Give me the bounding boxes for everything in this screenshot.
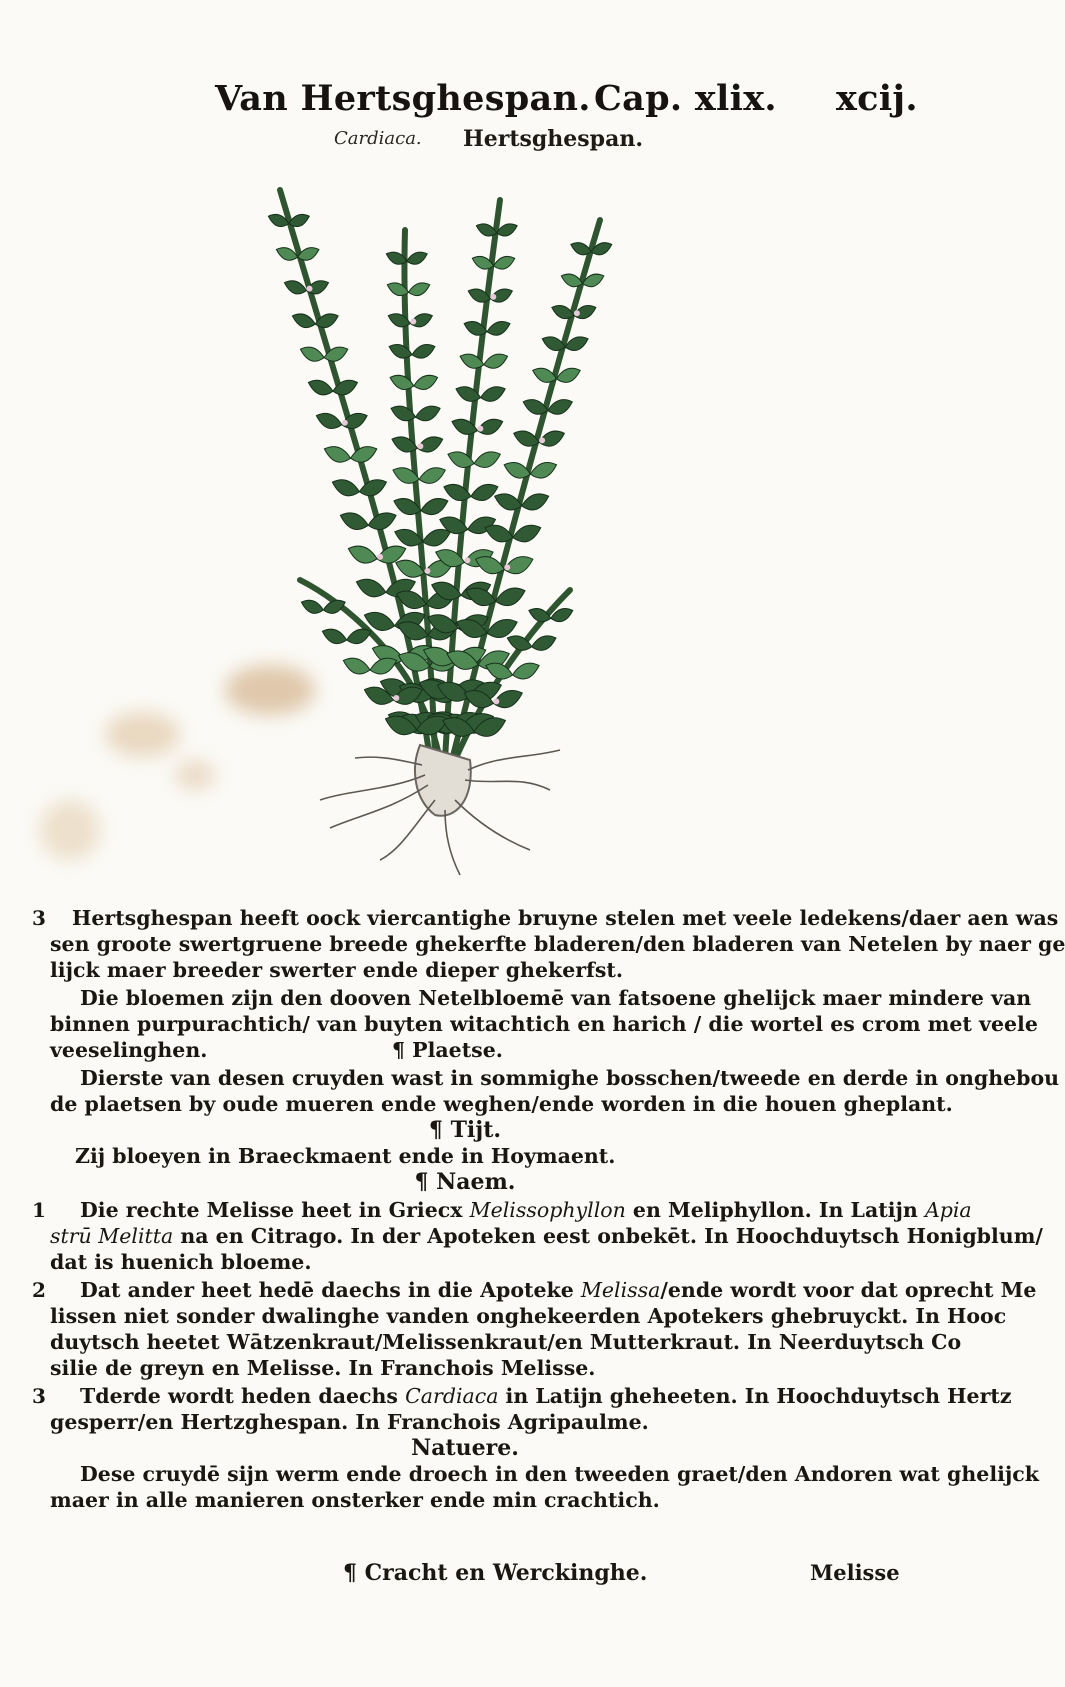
flower-icon [306, 286, 312, 292]
flower-icon [477, 426, 483, 432]
text-span: na en Citrago. In der Apoteken eest onbekēt. In Hoochduytsch Honigblum/ [173, 1224, 1043, 1248]
leaf-icon [412, 345, 435, 359]
text-span: lijck maer breeder swerter ende dieper ghekerfst. [50, 958, 624, 982]
leaf-icon [322, 629, 346, 643]
leaf-icon [496, 588, 525, 606]
leaf-icon [513, 663, 540, 679]
leaf-icon [398, 622, 428, 640]
leaf-icon [485, 525, 513, 542]
flower-icon [424, 568, 430, 574]
leaf-icon [532, 636, 556, 650]
leaf-icon [343, 658, 370, 674]
leaf-icon [484, 354, 508, 368]
text-span: silie de greyn en Melisse. In Franchois Melisse. [50, 1356, 596, 1380]
flower-icon [490, 294, 496, 300]
caption-latin-name: Cardiaca. [334, 128, 422, 149]
catchword: Melisse [810, 1560, 900, 1585]
leaf-icon [561, 274, 582, 287]
text-span: duytsch heetet Wātzenkraut/Melissenkraut/en Mutterkraut. In Neerduytsch Co [50, 1330, 962, 1354]
leaf-icon [301, 600, 323, 613]
leaf-icon [340, 513, 368, 530]
flower-icon [377, 554, 383, 560]
section-heading-virtue: ¶ Cracht en Werckinghe. [343, 1560, 648, 1586]
leaf-icon [495, 494, 522, 510]
leaf-icon [530, 462, 556, 478]
leaf-icon [497, 224, 517, 236]
text-span: /ende wordt voor dat oprecht Me [660, 1278, 1037, 1302]
text-span: binnen purpurachtich/ van buyten witachtich en harich / die wortel es crom met veele [50, 1012, 1038, 1036]
leaf-icon [324, 447, 350, 463]
latin-term: Cardiaca [405, 1384, 499, 1408]
leaf-icon [323, 600, 345, 613]
leaf-icon [522, 494, 549, 510]
text-span: sen groote swertgruene breede ghekerfte bladeren/den bladeren van Netelen by naer ge [50, 932, 1065, 956]
leaf-icon [476, 557, 505, 574]
flower-icon [574, 310, 580, 316]
text-span: Dat ander heet hedē daechs in die Apoteke [80, 1278, 581, 1302]
text-span: maer in alle manieren onsterker ende min crachtich. [50, 1488, 660, 1512]
plant-caption [0, 128, 930, 156]
text-span: Die bloemen zijn den dooven Netelbloemē van fatsoene ghelijck maer mindere van [80, 986, 1032, 1010]
leaf-icon [523, 400, 548, 415]
leaf-icon [487, 619, 517, 637]
leaf-icon [423, 529, 451, 546]
leaf-icon [356, 579, 385, 597]
flower-icon [417, 443, 423, 449]
margin-number: 2 [32, 1278, 46, 1302]
leaf-icon [487, 322, 510, 336]
foxing-stain [40, 800, 100, 860]
section-heading-text: ¶ Tijt. [428, 1117, 502, 1143]
leaf-icon [474, 452, 500, 468]
text-span: Zij bloeyen in Braeckmaent ende in Hoymaent. [75, 1144, 616, 1168]
leaf-icon [466, 588, 495, 606]
text-span: gesperr/en Hertzghespan. In Franchois Agripaulme. [50, 1410, 649, 1434]
leaf-icon [421, 499, 448, 515]
leaf-icon [565, 337, 588, 351]
text-span: Tderde wordt heden daechs [80, 1384, 406, 1408]
flower-icon [464, 557, 470, 563]
latin-term: Melissophyllon [469, 1198, 626, 1222]
flower-icon [539, 437, 545, 443]
leaf-icon [513, 525, 541, 542]
text-span: en Meliphyllon. In Latijn [625, 1198, 925, 1222]
latin-term: Melissa [580, 1278, 661, 1302]
leaf-icon [348, 546, 377, 563]
text-span: Dierste van desen cruyden wast in sommighe bosschen/tweede en derde in onghebou [80, 1066, 1060, 1090]
flower-icon [342, 420, 348, 426]
leaf-icon [359, 480, 386, 496]
flower-icon [393, 695, 399, 701]
leaf-icon [289, 214, 309, 226]
text-span: veeselinghen. [50, 1038, 208, 1062]
section-heading [0, 1435, 930, 1461]
leaf-icon [409, 283, 430, 296]
text-span: lissen niet sonder dwalinghe vanden onghekeerden Apotekers ghebruyckt. In Hooc [50, 1304, 1007, 1328]
running-header [0, 72, 930, 122]
leaf-icon [481, 387, 506, 402]
leaf-icon [308, 380, 333, 395]
margin-number: 1 [32, 1198, 46, 1222]
text-span: Dese cruydē sijn werm ende droech in den tweeden graet/den Andoren wat ghelijck [80, 1462, 1039, 1486]
latin-term: Apia [924, 1198, 972, 1222]
folio-number: xcij. [836, 78, 918, 119]
leaf-icon [332, 480, 359, 496]
leaf-icon [514, 431, 539, 446]
leaf-icon [407, 252, 427, 264]
latin-term: strū Melitta [50, 1224, 174, 1248]
leaf-icon [533, 368, 557, 382]
text-span: Hertsghespan heeft oock viercantighe bruyne stelen met veele ledekens/daer aen was [72, 906, 1059, 930]
leaf-icon [542, 337, 565, 351]
text-span: in Latijn gheheeten. In Hoochduytsch Hertz [498, 1384, 1012, 1408]
section-heading [0, 1169, 930, 1195]
leaf-icon [416, 406, 441, 421]
plant-woodcut-icon [240, 160, 660, 900]
leaf-icon [504, 462, 530, 478]
flower-icon [504, 564, 510, 570]
running-title: Van Hertsghespan. [215, 78, 591, 119]
text-span: dat is huenich bloeme. [50, 1250, 312, 1274]
text-span: de plaetsen by oude mueren ende weghen/ende worden in die houen gheplant. [50, 1092, 953, 1116]
leaf-icon [548, 400, 573, 415]
foxing-stain [105, 712, 180, 757]
section-heading-text: Natuere. [411, 1435, 519, 1461]
leaf-icon [419, 468, 445, 484]
leaf-icon [370, 658, 397, 674]
chapter-number: Cap. xlix. [594, 78, 777, 119]
section-heading-text: ¶ Naem. [414, 1169, 516, 1195]
leaf-icon [276, 248, 297, 261]
leaf-icon [414, 375, 438, 389]
leaf-icon [494, 256, 515, 269]
margin-number: 3 [32, 906, 46, 930]
leaf-icon [368, 513, 396, 530]
leaf-icon [571, 243, 591, 255]
section-heading-inline: ¶ Plaetse. [392, 1038, 503, 1062]
page-footer [0, 1560, 930, 1592]
leaf-icon [552, 305, 574, 318]
leaf-icon [316, 413, 341, 428]
flower-icon [493, 698, 499, 704]
foxing-stain [175, 760, 215, 790]
leaf-icon [471, 484, 498, 500]
leaf-icon [284, 281, 306, 294]
text-span: Die rechte Melisse heet in Griecx [80, 1198, 470, 1222]
caption-dutch-name: Hertsghespan. [463, 126, 643, 152]
leaf-icon [292, 314, 315, 328]
leaf-icon [347, 629, 371, 643]
section-heading [0, 1117, 930, 1143]
leaf-icon [300, 347, 324, 361]
leaf-icon [556, 368, 580, 382]
flower-icon [410, 319, 416, 325]
margin-number: 3 [32, 1384, 46, 1408]
